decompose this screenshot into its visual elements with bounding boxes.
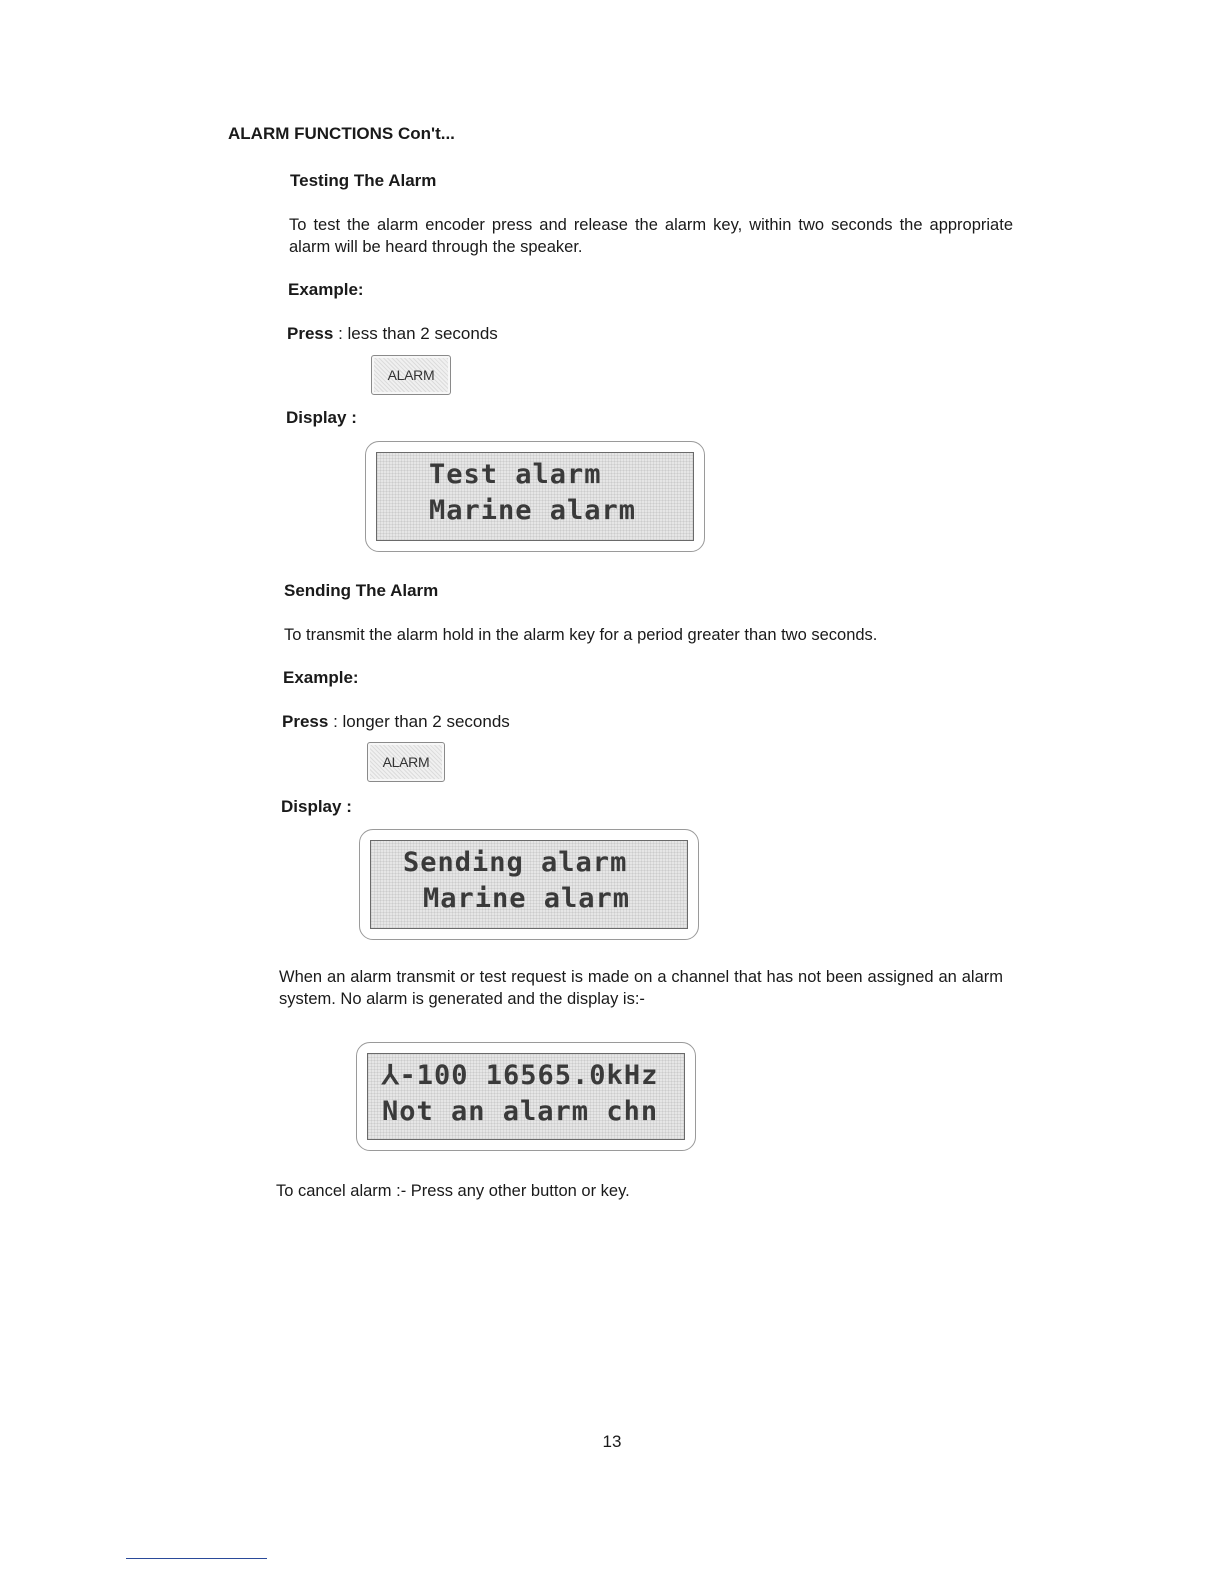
testing-heading: Testing The Alarm (290, 171, 437, 190)
sending-press-text: : longer than 2 seconds (333, 712, 510, 731)
lcd-line-2: Not an alarm chn (382, 1096, 659, 1127)
lcd-line-2: Marine alarm (423, 883, 631, 914)
sending-example-label: Example: (283, 668, 359, 687)
testing-press-label: Press (287, 324, 334, 343)
alarm-key-send[interactable]: ALARM (367, 742, 445, 782)
lcd-screen (376, 452, 694, 541)
lcd-line-2: Marine alarm (429, 495, 637, 526)
footer-rule (126, 1558, 267, 1559)
lcd-screen (370, 840, 688, 929)
lcd-screen (367, 1053, 685, 1140)
lcd-line-1: Test alarm (429, 459, 602, 490)
sending-heading: Sending The Alarm (284, 581, 439, 600)
sending-body: To transmit the alarm hold in the alarm key for a period greater than two seconds. (284, 626, 878, 644)
lcd-display-no-alarm (356, 1042, 696, 1151)
testing-press-text: : less than 2 seconds (338, 324, 498, 343)
lcd-display-test (365, 441, 705, 552)
sending-display-label: Display : (281, 797, 352, 816)
lcd-display-send (359, 829, 699, 940)
sending-press-label: Press (282, 712, 329, 731)
testing-display-label: Display : (286, 408, 357, 427)
lcd-line-1: Sending alarm (403, 847, 628, 878)
cancel-text: To cancel alarm :- Press any other button or key. (276, 1182, 630, 1200)
no-alarm-body: When an alarm transmit or test request is made on a channel that has not been assigned an alarm system. No alarm is generated and the display is:- (279, 968, 1003, 1008)
testing-example-label: Example: (288, 280, 364, 299)
page-number: 13 (602, 1432, 622, 1451)
page-title: ALARM FUNCTIONS Con't... (228, 124, 455, 143)
lcd-line-1: ⅄-100 16565.0kHz (382, 1060, 659, 1091)
sending-press-line (282, 712, 510, 732)
testing-press-line (287, 324, 498, 344)
alarm-key-test[interactable]: ALARM (371, 355, 451, 395)
testing-body: To test the alarm encoder press and release the alarm key, within two seconds the appropriate alarm will be heard through the speaker. (289, 216, 1013, 256)
